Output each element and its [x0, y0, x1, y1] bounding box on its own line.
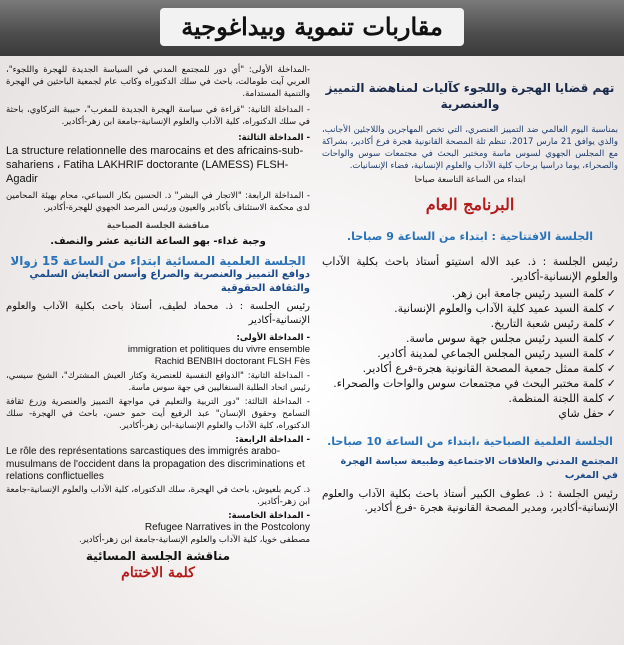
right-column	[318, 58, 622, 643]
left-column	[2, 58, 314, 643]
list-item: ✓ كلمة اللجنة المنظمة.	[324, 391, 616, 406]
closing-speech: كلمة الاختتام	[121, 564, 195, 581]
page-title: مقاربات تنموية وبيداغوجية	[160, 8, 464, 46]
afternoon-session-theme: دوافع التمييز والعنصرية والصراع وأسس التعايش السلمي والثقافة الحقوقية	[29, 269, 310, 294]
morning-session-title: الجلسة العلمية الصباحية ،ابتداء من الساعة 10 صباحا.	[327, 435, 613, 448]
afternoon-intervention-4-author: ذ. كريم بلعيوش، باحث في الهجرة، سلك الدكتوراه، كلية الآداب والعلوم الإنسانية-جامعة ابن زهر-أكادير.	[6, 484, 310, 507]
afternoon-intervention-1-title: immigration et politiques du vivre ensemble	[127, 344, 310, 355]
afternoon-intervention-1-label: - المداخلة الأولى:	[236, 333, 310, 343]
afternoon-session-chair: رئيس الجلسة : ذ. محماد لطيف، أستاذ باحث بكلية الآداب والعلوم الإنسانية-أكادير	[6, 301, 310, 326]
list-item: ✓ كلمة السيد رئيس المجلس الجماعي لمدينة أكادير.	[324, 346, 616, 361]
afternoon-intervention-5-label: - المداخلة الخامسة:	[228, 510, 310, 521]
intro-title: تهم قضايا الهجرة واللجوء كآليات لمناهضة التمييز والعنصرية	[325, 81, 615, 111]
program-title: البرنامج العام	[425, 195, 515, 214]
list-item: ✓ كلمة رئيس شعبة التاريخ.	[324, 316, 616, 331]
afternoon-session-title: الجلسة العلمية المسائية ابتداء من الساعة 15 زوالا	[10, 254, 306, 268]
list-item: ✓ حفل شاي	[324, 406, 616, 421]
intro-text: بمناسبة اليوم العالمي ضد التمييز العنصري، التي تخص المهاجرين واللاجئين الأجانب، والذي يوافق 21 مارس 2017، تنظم ثلة المصحة القانونية هجرة فرع أكادير، بشراكة مع المجلس الجهوي لسوس ماسة ومختبر البحث في مجتمعات سوس والواحات والصحراء، يوما دراسيا برحاب كلية الآداب والعلوم الإنسانية، فضاء الإنسانيات.	[322, 125, 618, 171]
morning-discussion: مناقشة الجلسة الصباحية	[106, 221, 210, 231]
intervention-3-text: La structure relationnelle des marocains et des africains-sub-sahariens ، Fatiha LAKHRIF doctorante (LAMESS) FLSH-Agadir	[6, 145, 304, 185]
afternoon-intervention-4-title: Le rôle des représentations sarcastiques des immigrés arabo-musulmans de l'occident dans la propagation des discriminations et relations conflictuelles	[6, 446, 305, 482]
intervention-1: -المداخلة الأولى: "أي دور للمجتمع المدني في السياسة الجديدة للهجرة واللجوء"، العربي آيت طومالت، باحث في سلك الدكتوراه وكاتب عام لجمعية الباحثين في الهجرة والتنمية المستدامة.	[6, 65, 310, 99]
afternoon-intervention-3: - المداخلة الثالثة: "دور التربية والتعليم في مواجهة التمييز والعنصرية وزرع ثقافة التسامح وحقوق الإنسان" عبد الرفيع أيت حمو حسن، باحث في الهجرة- سلك الدكتوراه، كلية الآداب والعلوم الإنسانية-ابن زهر-أكادير.	[6, 397, 310, 431]
list-item: ✓ كلمة السيد رئيس مجلس جهة سوس ماسة.	[324, 331, 616, 346]
afternoon-intervention-4-label: - المداخلة الرابعة:	[235, 435, 310, 445]
morning-session-theme: المجتمع المدني والعلاقات الاجتماعية وطبيعة سياسة الهجرة في المغرب	[340, 456, 618, 481]
lunch-note: وجبة غداء- بهو الساعة الثانية عشر والنصف.	[50, 236, 266, 247]
intro-time: ابتداء من الساعة التاسعة صباحا	[414, 175, 526, 185]
intervention-2: - المداخلة الثانية: "قراءة في سياسة الهجرة الجديدة للمغرب"، حبيبة التركاوي، باحثة في سلك الدكتوراه، كلية الآداب والعلوم الإنسانية-جامعة ابن زهر-أكادير.	[6, 105, 310, 127]
morning-session-chair: رئيس الجلسة : ذ. عطوف الكبير أستاذ باحث بكلية الآداب والعلوم الإنسانية-أكادير، ومدير المصحة القانونية هجرة -فرع أكادير.	[322, 488, 618, 514]
opening-session-title: الجلسة الافتتاحية : ابتداء من الساعة 9 صباحا.	[346, 230, 594, 243]
list-item: ✓ كلمة السيد عميد كلية الآداب والعلوم الإنسانية.	[324, 301, 616, 316]
afternoon-intervention-2: - المداخلة الثانية: "الدوافع النفسية للعنصرية وكثار العيش المشترك"، الشيخ سيسي، رئيس اتحاد الطلبة السنغاليين في جهة سوس ماسة.	[6, 371, 310, 393]
afternoon-intervention-5-author: مصطفى خويا، كلية الآداب والعلوم الإنسانية-جامعة ابن زهر-أكادير.	[79, 534, 310, 545]
afternoon-intervention-1-author: Rachid BENBIH doctorant FLSH Fès	[154, 356, 310, 367]
header-banner	[0, 0, 624, 56]
list-item: ✓ كلمة السيد رئيس جامعة ابن زهر.	[324, 286, 616, 301]
afternoon-intervention-5-title: Refugee Narratives in the Postcolony	[144, 521, 310, 533]
intervention-4: - المداخلة الرابعة: "الاتجار في البشر" ذ. الحسين بكار السباعي، محام بهيئة المحامين لدى محكمة الاستئناف بأكادير والعيون ورئيس المرصد الجهوي للهجرة-أكادير.	[6, 191, 310, 213]
afternoon-discussion: مناقشة الجلسة المسائية	[85, 548, 231, 563]
list-item: ✓ كلمة مختبر البحث في مجتمعات سوس والواحات والصحراء.	[324, 376, 616, 391]
opening-speeches-list	[318, 286, 622, 421]
opening-session-chair: رئيس الجلسة : ذ. عبد الاله استيتو أستاذ باحث بكلية الآداب والعلوم الإنسانية-أكادير.	[322, 255, 618, 283]
intervention-3-label: - المداخلة الثالثة:	[238, 133, 310, 143]
list-item: ✓ كلمة ممثل جمعية المصحة القانونية هجرة-فرع أكادير.	[324, 361, 616, 376]
